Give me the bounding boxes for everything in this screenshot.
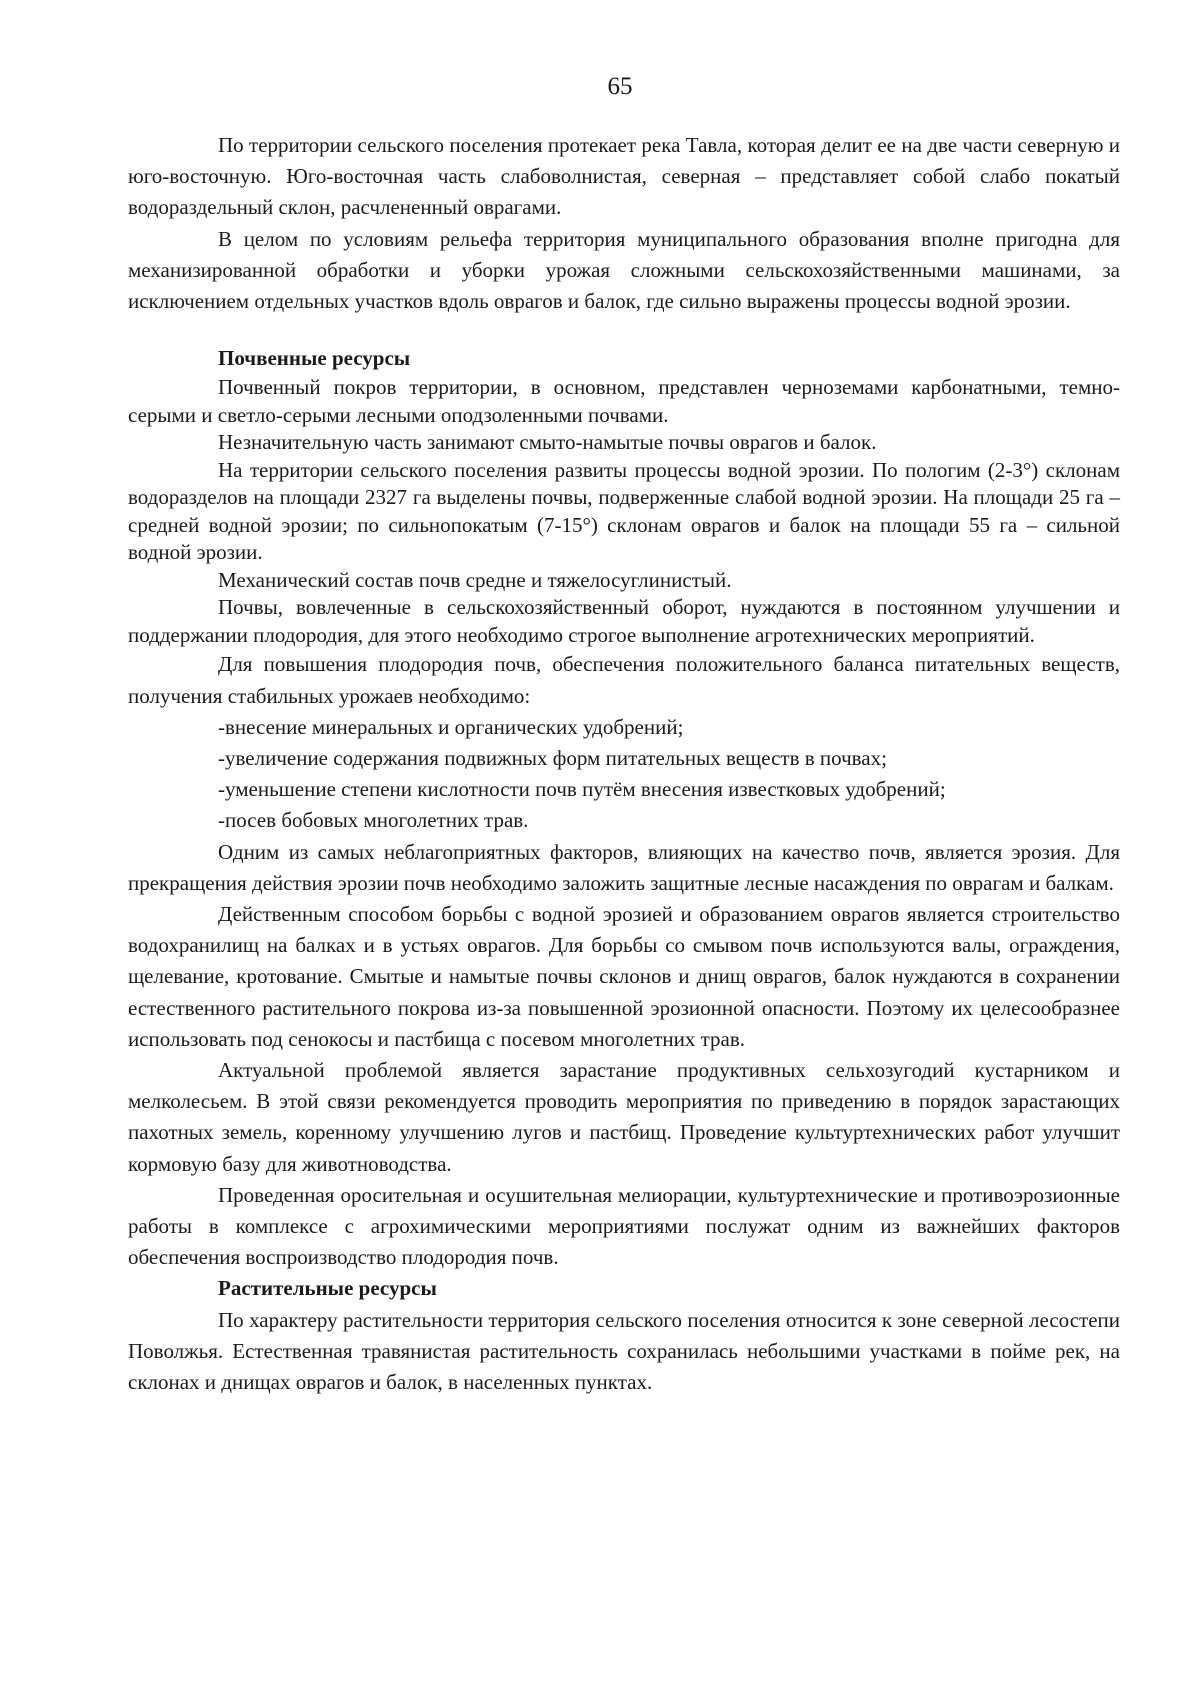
list-item: -увеличение содержания подвижных форм питательных веществ в почвах; bbox=[218, 746, 887, 771]
paragraph: Незначительную часть занимают смыто-намытые почвы оврагов и балок. bbox=[218, 430, 877, 455]
paragraph: Одним из самых неблагоприятных факторов, влияющих на качество почв, является эрозия. Для прекращения действия эрозии почв необходимо заложить защитные лесные насаждения по оврагам и балкам. bbox=[128, 839, 1120, 895]
page-number: 65 bbox=[607, 73, 633, 100]
paragraph: На территории сельского поселения развиты процессы водной эрозии. По пологим (2-3°) склонам водоразделов на площади 2327 га выделены почвы, подверженные слабой водной эрозии. На площади 25 га – средней водной эрозии; по сильнопокатым (7-15°) склонам оврагов и балок на площади 55 га – сильной водной эрозии. bbox=[128, 457, 1120, 565]
paragraph: По территории сельского поселения протекает река Тавла, которая делит ее на две части северную и юго-восточную. Юго-восточная часть слабоволнистая, северная – представляет собой слабо покатый водораздельный склон, расчлененный оврагами. bbox=[128, 133, 1120, 220]
page-content bbox=[128, 130, 1120, 1398]
soil-section bbox=[128, 374, 1120, 649]
section-heading-soil: Почвенные ресурсы bbox=[218, 346, 411, 371]
list-item: -внесение минеральных и органических удобрений; bbox=[218, 714, 684, 739]
paragraph: Актуальной проблемой является зарастание продуктивных сельхозугодий кустарником и мелколесьем. В этой связи рекомендуется проводить мероприятия по приведению в порядок зарастающих пахотных земель, коренному улучшению лугов и пастбищ. Проведение культуртехнических работ улучшит кормовую базу для животноводства. bbox=[128, 1058, 1120, 1176]
paragraph: Механический состав почв средне и тяжелосуглинистый. bbox=[218, 567, 732, 592]
list-item: -уменьшение степени кислотности почв путём внесения известковых удобрений; bbox=[218, 777, 946, 802]
section-heading-vegetation: Растительные ресурсы bbox=[218, 1276, 437, 1301]
paragraph: Проведенная оросительная и осушительная мелиорации, культуртехнические и противоэрозионные работы в комплексе с агрохимическими мероприятиями послужат одним из важнейших факторов обеспечения воспроизводство плодородия почв. bbox=[128, 1182, 1120, 1270]
list-item: -посев бобовых многолетних трав. bbox=[218, 808, 529, 833]
paragraph: Почвы, вовлеченные в сельскохозяйственный оборот, нуждаются в постоянном улучшении и поддержании плодородия, для этого необходимо строгое выполнение агротехнических мероприятий. bbox=[128, 595, 1120, 647]
paragraph: Для повышения плодородия почв, обеспечения положительного баланса питательных веществ, получения стабильных урожаев необходимо: bbox=[128, 652, 1120, 708]
paragraph: По характеру растительности территория сельского поселения относится к зоне северной лесостепи Поволжья. Естественная травянистая растительность сохранилась небольшими участками в пойме рек, на склонах и днищах оврагов и балок, в населенных пунктах. bbox=[128, 1307, 1120, 1395]
paragraph: В целом по условиям рельефа территория муниципального образования вполне пригодна для механизированной обработки и уборки урожая сложными сельскохозяйственными машинами, за исключением отдельных участков вдоль оврагов и балок, где сильно выражены процессы водной эрозии. bbox=[128, 226, 1120, 314]
paragraph: Почвенный покров территории, в основном, представлен черноземами карбонатными, темно-серыми и светло-серыми лесными оподзоленными почвами. bbox=[128, 375, 1120, 427]
paragraph: Действенным способом борьбы с водной эрозией и образованием оврагов является строительство водохранилищ на балках и в устьях оврагов. Для борьбы со смывом почв используются валы, ограждения, щелевание, кротование. Смытые и намытые почвы склонов и днищ оврагов, балок нуждаются в сохранении естественного растительного покрова из-за повышенной эрозионной опасности. Поэтому их целесообразнее использовать под сенокосы и пастбища с посевом многолетних трав. bbox=[128, 902, 1120, 1051]
